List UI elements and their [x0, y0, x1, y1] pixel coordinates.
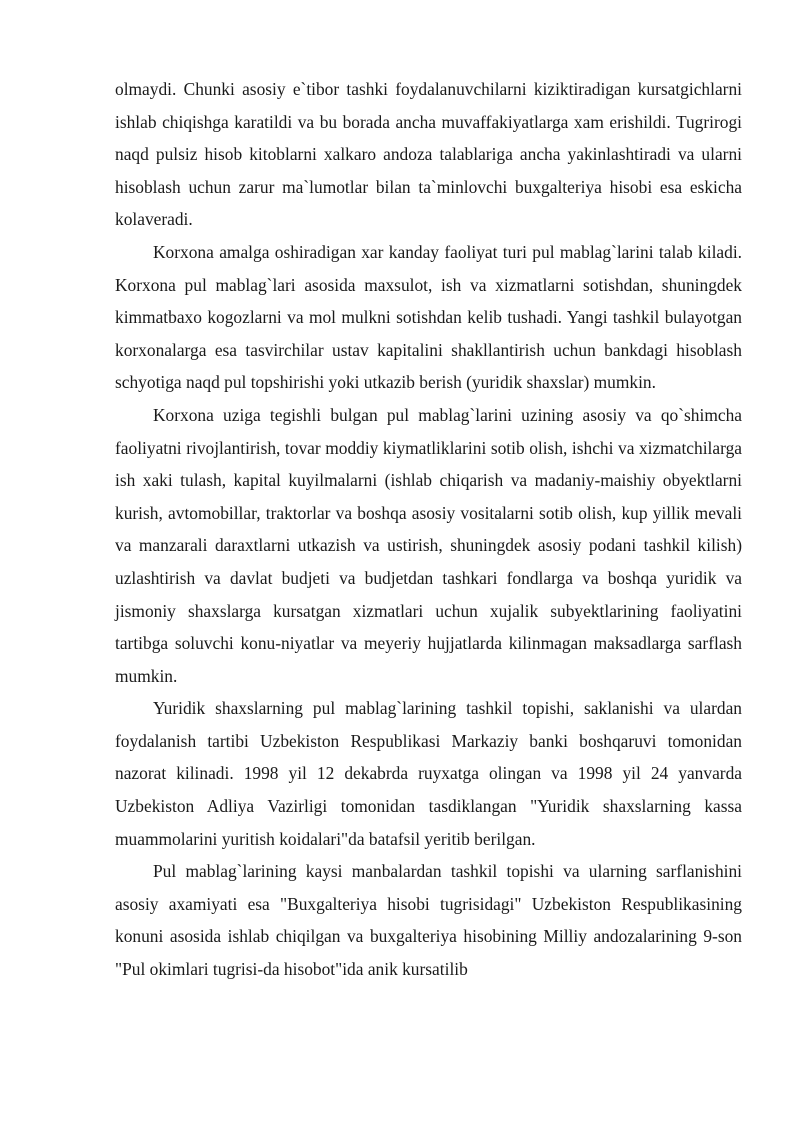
paragraph: Yuridik shaxslarning pul mablag`larining tashkil topishi, saklanishi va ulardan foydalanish tartibi Uzbekiston Respublikasi Markaziy banki boshqaruvi tomonidan nazorat kilinadi. 1998 yil 12 dekabrda ruyxatga olingan va 1998 yil 24 yanvarda Uzbekiston Adliya Vazirligi tomonidan tasdiklangan "Yuridik shaxslarning kassa muammolarini yuritish koidalari"da batafsil yeritib berilgan.	[115, 698, 742, 849]
document-page	[115, 73, 742, 986]
paragraph: Pul mablag`larining kaysi manbalardan tashkil topishi va ularning sarflanishini asosiy axamiyati esa "Buxgalteriya hisobi tugrisidagi" Uzbekiston Respublikasining konuni asosida ishlab chiqilgan va buxgalteriya hisobining Milliy andozalarining 9-son "Pul okimlari tugrisi-da hisobot"ida anik kursatilib	[115, 861, 742, 980]
paragraph: Korxona amalga oshiradigan xar kanday faoliyat turi pul mablag`larini talab kiladi. Korxona pul mablag`lari asosida maxsulot, ish va xizmatlarni sotishdan, shuningdek kimmatbaxo kogozlarni va mol mulkni sotishdan kelib tushadi. Yangi tashkil bulayotgan korxonalarga esa tasvirchilar ustav kapitalini shakllantirish uchun bankdagi hisoblash schyotiga naqd pul topshirishi yoki utkazib berish (yuridik shaxslar) mumkin.	[115, 241, 742, 393]
paragraph: Korxona uziga tegishli bulgan pul mablag`larini uzining asosiy va qo`shimcha faoliyatni rivojlantirish, tovar moddiy kiymatliklarini sotib olish, ishchi va xizmatchilarga ish xaki tulash, kapital kuyilmalarni (ishlab chiqarish va madaniy-maishiy obyektlarni kurish, avtomobillar, traktorlar va boshqa asosiy vositalarni sotib olish, kup yillik mevali va manzarali daraxtlarni utkazish va ustirish, shuningdek asosiy podani tashkil kilish) uzlashtirish va davlat budjeti va budjetdan tashkari fondlarga va boshqa yuridik va jismoniy shaxslarga kursatgan xizmatlari uchun xujalik subyektlarining faoliyatini tartibga soluvchi konu-niyatlar va meyeriy hujjatlarda kilinmagan maksadlarga sarflash mumkin.	[115, 404, 742, 686]
paragraph-continuation: olmaydi. Chunki asosiy e`tibor tashki foydalanuvchilarni kiziktiradigan kursatgichlarni ishlab chiqishga karatildi va bu borada ancha muvaffakiyatlarga xam erishildi. Tugrirogi naqd pulsiz hisob kitoblarni xalkaro andoza talablariga ancha yakinlashtiradi va ularni hisoblash uchun zarur ma`lumotlar bilan ta`minlovchi buxgalteriya hisobi esa eskicha kolaveradi.	[115, 79, 742, 230]
